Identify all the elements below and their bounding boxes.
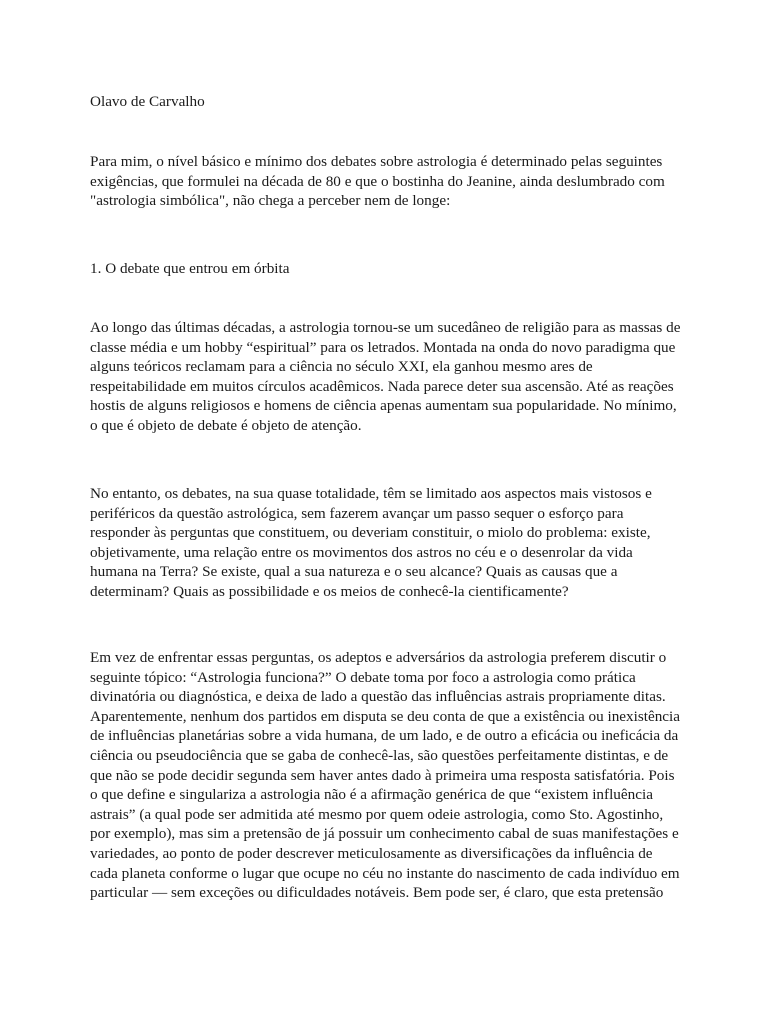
- section-heading: 1. O debate que entrou em órbita: [90, 260, 290, 277]
- body-paragraph-1: [90, 318, 690, 436]
- paragraph-line: alguns teóricos reclamam para a ciência no século XXI, ela ganhou mesmo ares de: [90, 358, 593, 376]
- paragraph-line: humana na Terra? Se existe, qual a sua natureza e o seu alcance? Quais as causas que a: [90, 563, 618, 581]
- paragraph-line: que não se pode decidir segunda sem haver antes dado à primeira uma resposta satisfatória. Pois: [90, 766, 675, 784]
- paragraph-line: Em vez de enfrentar essas perguntas, os adeptos e adversários da astrologia preferem discutir o: [90, 649, 667, 666]
- paragraph-line: seguinte tópico: “Astrologia funciona?” O debate toma por foco a astrologia como prática: [90, 668, 636, 686]
- paragraph-line: por exemplo), mas sim a pretensão de já possuir um conhecimento cabal de suas manifestações e: [90, 825, 679, 843]
- paragraph-line: Aparentemente, nenhum dos partidos em disputa se deu conta de que a existência ou inexistência: [90, 707, 681, 725]
- paragraph-line: hostis de alguns religiosos e homens de ciência apenas aumentam sua popularidade. No mínimo,: [90, 397, 677, 415]
- paragraph-line: astrais” (a qual pode ser admitida até mesmo por quem odeie astrologia, como Sto. Agostinho,: [90, 805, 664, 823]
- paragraph-line: Para mim, o nível básico e mínimo dos debates sobre astrologia é determinado pelas seguintes: [90, 153, 663, 170]
- paragraph-line: periféricos da questão astrológica, sem fazerem avançar um passo sequer o esforço para: [90, 504, 624, 522]
- paragraph-line: o que define e singulariza a astrologia não é a afirmação genérica de que “existem influência: [90, 786, 653, 804]
- paragraph-line: ciência ou pseudociência que se gaba de conhecê-las, são questões perfeitamente distintas, e de: [90, 746, 669, 764]
- paragraph-line: exigências, que formulei na década de 80 e que o bostinha do Jeanine, ainda deslumbrado com: [90, 172, 665, 190]
- paragraph-line: objetivamente, uma relação entre os movimentos dos astros no céu e o desenrolar da vida: [90, 543, 633, 561]
- paragraph-line: classe média e um hobby “espiritual” para os letrados. Montada na onda do novo paradigma que: [90, 338, 676, 356]
- paragraph-line: cada planeta conforme o lugar que ocupe no céu no instante do nascimento de cada indivíduo em: [90, 864, 680, 882]
- paragraph-line: determinam? Quais as possibilidade e os meios de conhecê-la cientificamente?: [90, 582, 569, 600]
- paragraph-line: responder às perguntas que constituem, ou deveriam constituir, o miolo do problema: existe,: [90, 524, 651, 542]
- intro-paragraph: [90, 152, 690, 211]
- paragraph-line: Ao longo das últimas décadas, a astrologia tornou-se um sucedâneo de religião para as massas de: [90, 319, 681, 336]
- paragraph-line: de influências planetárias sobre a vida humana, de um lado, e de outro a eficácia ou ineficácia da: [90, 727, 679, 745]
- paragraph-line: o que é objeto de debate é objeto de atenção.: [90, 416, 362, 434]
- paragraph-line: variedades, ao ponto de poder descrever meticulosamente as diversificações da influência de: [90, 844, 653, 862]
- paragraph-line: respeitabilidade em muitos círculos acadêmicos. Nada parece deter sua ascensão. Até as reações: [90, 377, 674, 395]
- body-paragraph-3: [90, 648, 690, 903]
- paragraph-line: divinatória ou diagnóstica, e deixa de lado a questão das influências astrais propriamente ditas.: [90, 688, 666, 706]
- paragraph-line: "astrologia simbólica", não chega a perceber nem de longe:: [90, 192, 451, 210]
- paragraph-line: No entanto, os debates, na sua quase totalidade, têm se limitado aos aspectos mais vistosos e: [90, 485, 652, 502]
- paragraph-line: particular — sem exceções ou dificuldades notáveis. Bem pode ser, é claro, que esta pretensão: [90, 884, 664, 902]
- author-name: Olavo de Carvalho: [90, 93, 205, 110]
- body-paragraph-2: [90, 484, 690, 602]
